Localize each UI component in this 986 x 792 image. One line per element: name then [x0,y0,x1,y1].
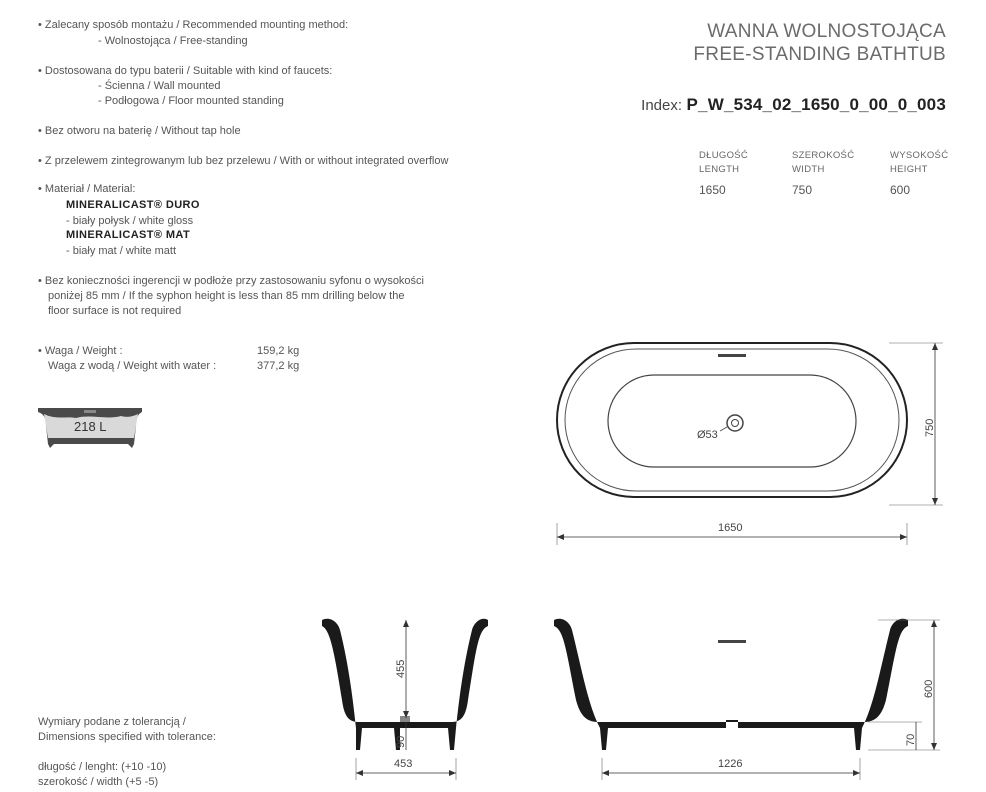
top-view-inner-rim [565,349,899,491]
faucets-wall: - Ścienna / Wall mounted [98,80,221,92]
material-mat-name: MINERALICAST® MAT [66,229,191,241]
index-row [641,95,946,115]
dim-length-value: 1650 [699,183,726,197]
syphon-line1: • Bez konieczności ingerencji w podłoże przy zastosowaniu syfonu o wysokości [38,274,424,289]
weight-water-value: 377,2 kg [257,360,300,372]
material-duro-finish: - biały połysk / white gloss [66,215,194,227]
material-mat-finish: - biały mat / white matt [66,245,177,257]
material-label: • Materiał / Material: [38,182,135,197]
front-foot-dim-label: 70 [905,733,917,746]
tolerance-line1: Wymiary podane z tolerancją / [38,716,186,728]
syphon-line3: floor surface is not required [48,305,182,317]
mounting-label: • Zalecany sposób montażu / Recommended mounting method: [38,18,348,33]
capacity-label: 218 L [74,419,107,434]
dim-width-value: 750 [792,183,813,197]
mounting-value: - Wolnostojąca / Free-standing [98,35,248,47]
side-view-shell [322,619,488,750]
side-foot-dim-label: 90 [395,735,407,748]
tolerance-length: długość / lenght: (+10 -10) [38,761,167,773]
side-view-drawing [312,610,492,782]
index-label: Index: [641,97,683,114]
top-view-drawing [545,335,955,550]
front-overflow-icon [718,640,746,643]
faucets-floor: - Podłogowa / Floor mounted standing [98,95,284,107]
weight-value: 159,2 kg [257,345,300,357]
dim-height-value: 600 [890,183,911,197]
front-height-dim-label: 600 [923,679,935,698]
overflow-icon [718,354,746,357]
top-length-dim-label: 1650 [718,522,743,534]
weight-water-label: Waga z wodą / Weight with water : [48,360,217,372]
drain-icon [727,415,743,431]
material-duro-name: MINERALICAST® DURO [66,199,200,211]
syphon-line2: poniżej 85 mm / If the syphon height is less than 85 mm drilling below the [48,290,405,302]
title-pl: WANNA WOLNOSTOJĄCA [707,21,946,42]
dim-width-header: SZEROKOŚĆ WIDTH [792,150,855,175]
front-view-drawing [548,610,958,782]
tolerance-line2: Dimensions specified with tolerance: [38,731,216,743]
weight-label: • Waga / Weight : [38,344,123,359]
top-view-outer-rim [557,343,907,497]
top-width-dim-label: 750 [924,418,936,437]
dim-length-header: DŁUGOŚĆ LENGTH [699,150,749,175]
dim-height-header: WYSOKOŚĆ HEIGHT [890,150,949,175]
drain-diameter-label: Ø53 [697,429,718,441]
overflow-spec: • Z przelewem zintegrowanym lub bez przelewu / With or without integrated overflow [38,154,448,169]
no-tap-hole: • Bez otworu na baterię / Without tap hole [38,124,241,139]
faucets-label: • Dostosowana do typu baterii / Suitable with kind of faucets: [38,64,332,79]
side-height-dim-label: 455 [395,659,407,678]
front-length-dim-label: 1226 [718,758,743,770]
tolerance-width: szerokość / width (+5 -5) [38,776,159,788]
front-view-shell [554,619,908,750]
side-width-dim-label: 453 [394,758,413,770]
index-code: P_W_534_02_1650_0_00_0_003 [686,95,946,114]
title-en: FREE-STANDING BATHTUB [693,44,946,65]
